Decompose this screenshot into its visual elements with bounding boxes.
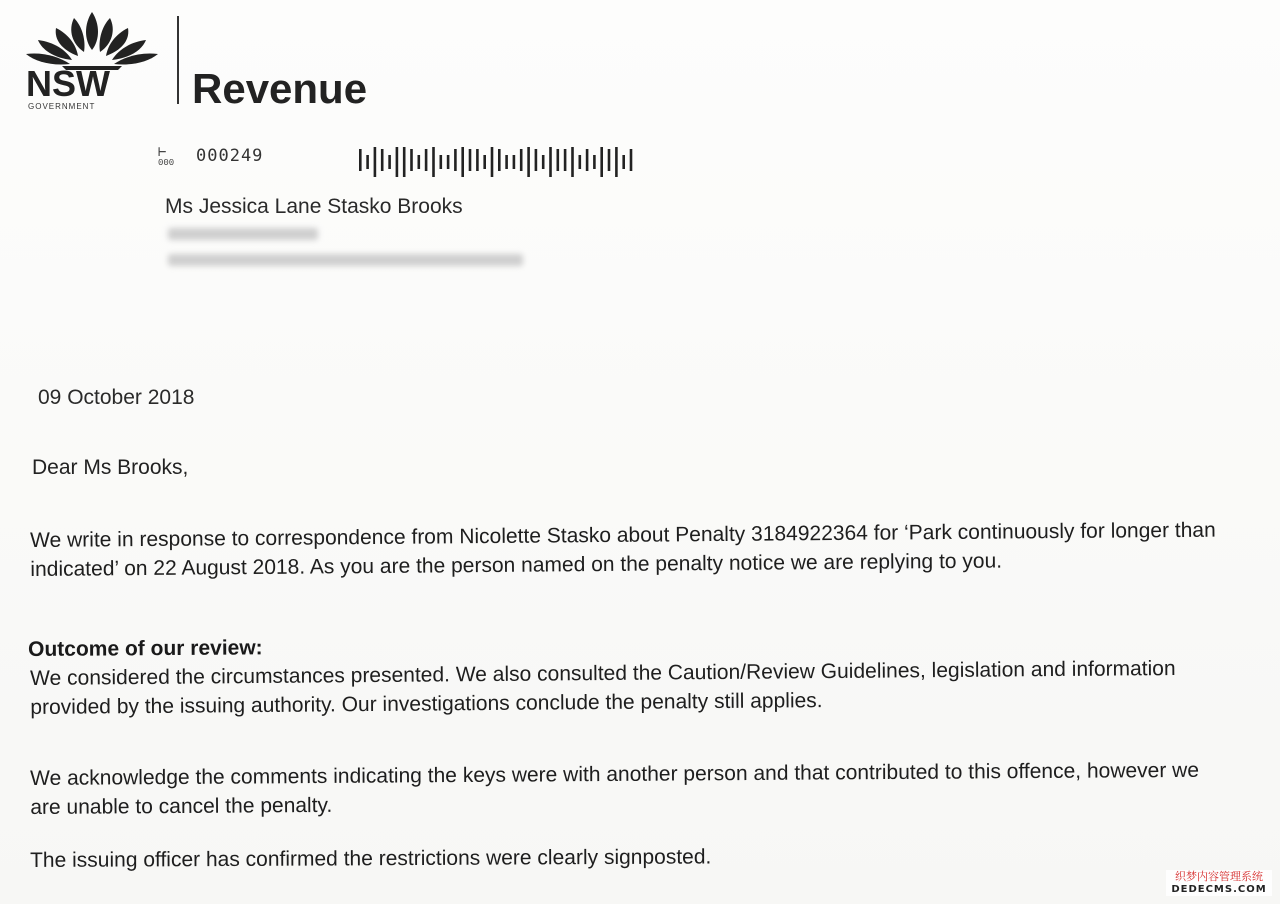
redacted-address-line — [168, 254, 523, 266]
sort-mark: ⊢ 000 — [158, 145, 175, 168]
body-paragraph: We write in response to correspondence from Nicolette Stasko about Penalty 3184922364 for ‘Park continuously for longer than indicated’ on 22 August 2018. As you are the person named on the penalty notice we are replying to you. — [30, 518, 1216, 581]
section-heading: Outcome of our review: — [28, 636, 263, 661]
site-watermark — [1166, 870, 1272, 896]
body-paragraph: The issuing officer has confirmed the restrictions were clearly signposted. — [30, 845, 712, 872]
body-paragraph: We acknowledge the comments indicating the keys were with another person and that contributed to this offence, however we are unable to cancel the penalty. — [30, 758, 1200, 819]
government-label: GOVERNMENT — [28, 102, 96, 111]
letter-date: 09 October 2018 — [38, 386, 195, 409]
recipient-name: Ms Jessica Lane Stasko Brooks — [165, 195, 463, 218]
logo-divider — [177, 16, 179, 104]
nsw-wordmark: NSW — [26, 63, 110, 104]
body-paragraph: We considered the circumstances presented. We also consulted the Caution/Review Guidelines, legislation and information provided by the issuing authority. Our investigations conclude the penalty still applies. — [30, 657, 1176, 719]
nsw-revenue-logo — [22, 10, 462, 110]
salutation: Dear Ms Brooks, — [32, 456, 189, 479]
agency-name: Revenue — [192, 65, 368, 112]
watermark-chinese: 织梦内容管理系统 — [1175, 870, 1263, 883]
watermark-domain: DEDECMS.COM — [1171, 884, 1267, 895]
redacted-address-line — [168, 228, 318, 240]
postal-barcode — [358, 147, 636, 177]
reference-number: 000249 — [196, 146, 264, 166]
